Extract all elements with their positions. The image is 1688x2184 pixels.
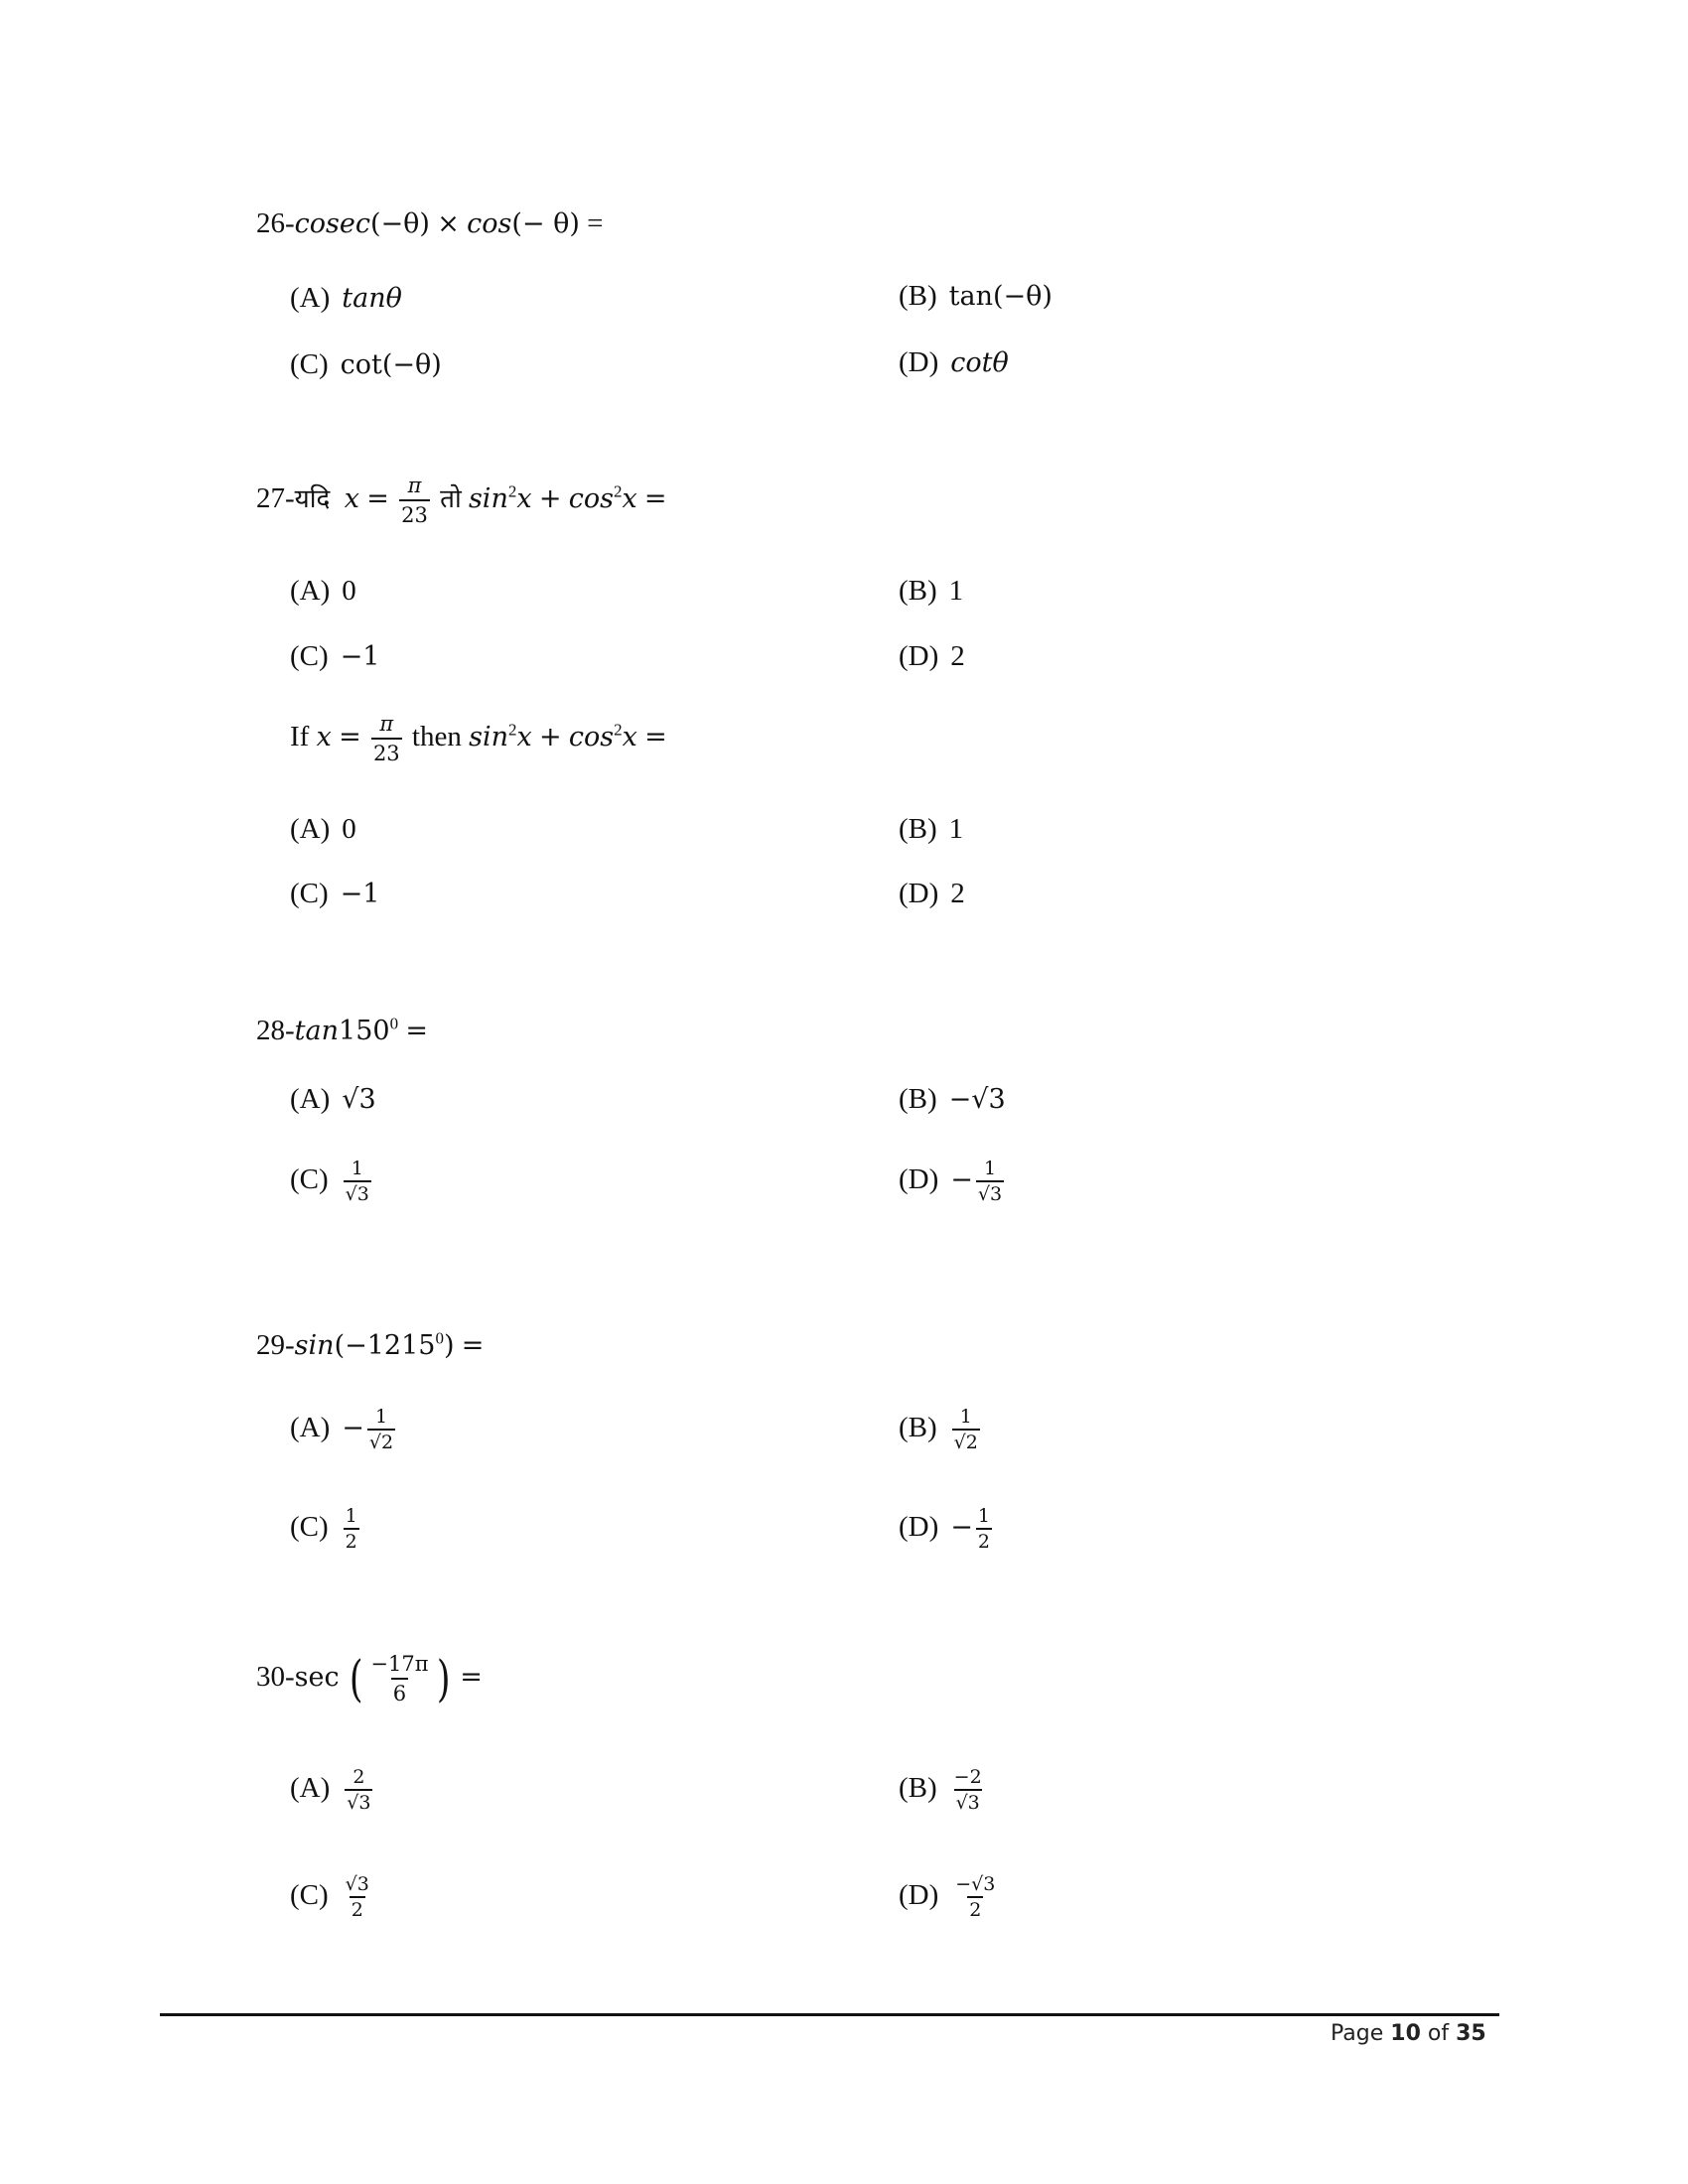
equals-symbol: = xyxy=(643,483,667,514)
equals-symbol: = xyxy=(339,722,361,752)
numerator: −17π xyxy=(370,1652,429,1677)
question-30-option-b[interactable] xyxy=(899,1758,987,1818)
option-text: 0 xyxy=(342,813,356,845)
fraction xyxy=(345,1766,372,1814)
hindi-if-word: यदि xyxy=(294,484,331,514)
then-word: then xyxy=(411,721,462,752)
option-label: (D) xyxy=(899,1879,939,1911)
question-27-option-a[interactable] xyxy=(290,574,356,608)
math-var: x xyxy=(622,722,637,752)
question-28-option-c[interactable] xyxy=(290,1150,374,1209)
question-28-stem xyxy=(256,1014,428,1048)
math-func: sin xyxy=(294,1330,335,1361)
question-26-option-c[interactable] xyxy=(290,347,442,382)
math-arg: (−1215 xyxy=(334,1330,436,1361)
numerator: 2 xyxy=(352,1766,365,1789)
question-number: 28- xyxy=(256,1015,295,1046)
option-label: (B) xyxy=(899,1412,937,1443)
option-label: (D) xyxy=(899,1163,939,1195)
equals-symbol: = xyxy=(461,1330,485,1361)
math-var: x xyxy=(516,722,532,752)
option-label: (B) xyxy=(899,280,937,312)
option-label: (C) xyxy=(290,348,329,380)
option-label: (D) xyxy=(899,640,939,672)
question-27-en-option-d[interactable] xyxy=(899,877,965,910)
option-label: (A) xyxy=(290,575,331,607)
fraction xyxy=(976,1158,1004,1205)
numerator: −√3 xyxy=(955,1873,996,1896)
math-func: cos xyxy=(568,483,614,514)
question-29-stem xyxy=(256,1328,484,1363)
fraction xyxy=(953,1873,997,1921)
question-number: 27- xyxy=(256,482,295,514)
option-text: 0 xyxy=(342,575,356,607)
option-label: (A) xyxy=(290,1772,331,1804)
option-label: (A) xyxy=(290,282,331,314)
numerator: −2 xyxy=(953,1766,982,1789)
option-label: (B) xyxy=(899,813,937,845)
option-text: tan(−θ) xyxy=(948,281,1053,312)
option-text: tanθ xyxy=(342,283,402,314)
of-word: of xyxy=(1427,2021,1450,2046)
denominator: √3 xyxy=(954,1789,982,1814)
math-var: x xyxy=(622,483,637,514)
question-27-en-option-c[interactable] xyxy=(290,877,379,911)
denominator: 2 xyxy=(976,1528,992,1553)
denominator: 6 xyxy=(391,1678,408,1706)
option-label: (D) xyxy=(899,878,939,909)
denominator: √2 xyxy=(367,1429,395,1453)
math-func: sin xyxy=(469,722,508,752)
option-text: cot(−θ) xyxy=(340,349,442,380)
denominator: 2 xyxy=(350,1896,365,1921)
math-func: cosec xyxy=(294,208,371,239)
question-26-stem xyxy=(256,206,603,241)
fraction xyxy=(344,1873,371,1921)
superscript: 2 xyxy=(508,720,517,740)
page-number xyxy=(1331,2021,1486,2046)
denominator: 23 xyxy=(371,738,402,766)
page-word: Page xyxy=(1331,2021,1384,2046)
left-paren: ( xyxy=(349,1650,363,1708)
math-var: x xyxy=(516,483,532,514)
question-28-option-b[interactable] xyxy=(899,1082,1006,1117)
question-30-option-d[interactable] xyxy=(899,1865,1000,1925)
minus-sign: − xyxy=(342,1413,364,1443)
question-29-option-d[interactable] xyxy=(899,1497,995,1558)
question-27-option-b[interactable] xyxy=(899,574,963,608)
option-label: (C) xyxy=(290,1511,329,1543)
hindi-then-word: तो xyxy=(440,484,462,514)
fraction xyxy=(952,1406,980,1453)
question-29-option-c[interactable] xyxy=(290,1497,362,1557)
option-text: −√3 xyxy=(948,1084,1006,1115)
math-func: cos xyxy=(467,208,512,239)
option-text: 1 xyxy=(948,575,964,607)
math-arg: (−θ) xyxy=(370,208,430,239)
question-number: 26- xyxy=(256,207,295,239)
footer-divider xyxy=(160,2013,1499,2016)
superscript: 2 xyxy=(507,481,517,501)
numerator: π xyxy=(407,474,422,498)
equals-symbol: = xyxy=(644,722,667,752)
option-text: cotθ xyxy=(950,347,1009,378)
denominator: √3 xyxy=(976,1180,1004,1205)
superscript: 0 xyxy=(435,1328,444,1348)
question-29-option-a[interactable] xyxy=(290,1398,398,1458)
numerator: 1 xyxy=(959,1406,972,1429)
option-label: (A) xyxy=(290,1083,331,1115)
if-word: If xyxy=(290,721,310,752)
option-label: (B) xyxy=(899,1772,937,1804)
question-27-stem-hindi xyxy=(256,471,667,528)
question-27-stem-english xyxy=(290,709,667,766)
equals-symbol: = xyxy=(366,483,389,514)
denominator: 23 xyxy=(399,499,430,528)
option-label: (D) xyxy=(899,346,939,378)
numerator: 1 xyxy=(983,1158,997,1180)
option-label: (C) xyxy=(290,1879,329,1911)
fraction xyxy=(976,1505,992,1553)
question-28-option-d[interactable] xyxy=(899,1150,1007,1210)
superscript: 2 xyxy=(614,720,623,740)
numerator: 1 xyxy=(374,1406,388,1429)
question-27-option-d[interactable] xyxy=(899,639,965,673)
option-text: −1 xyxy=(340,641,380,672)
math-var: x xyxy=(344,483,360,514)
option-label: (B) xyxy=(899,575,937,607)
numerator: 1 xyxy=(351,1158,363,1180)
option-label: (A) xyxy=(290,1412,331,1443)
math-func: sin xyxy=(468,483,508,514)
math-arg: 150 xyxy=(339,1016,390,1046)
numerator: 1 xyxy=(345,1505,357,1528)
math-arg: (− θ) xyxy=(511,208,580,239)
fraction xyxy=(367,1406,395,1453)
option-label: (C) xyxy=(290,1163,329,1195)
denominator: √3 xyxy=(345,1789,372,1814)
fraction xyxy=(371,711,402,766)
math-var: x xyxy=(316,722,332,752)
numerator: π xyxy=(379,712,394,737)
question-30-option-c[interactable] xyxy=(290,1865,374,1925)
fraction xyxy=(399,473,430,528)
question-number: 29- xyxy=(256,1329,295,1361)
question-26-option-a[interactable] xyxy=(290,281,402,316)
question-30-option-a[interactable] xyxy=(290,1758,375,1818)
denominator: √2 xyxy=(952,1429,980,1453)
question-29-option-b[interactable] xyxy=(899,1398,983,1457)
times-symbol: × xyxy=(437,208,460,239)
equals-symbol: = xyxy=(460,1662,483,1693)
question-30-stem xyxy=(256,1642,483,1712)
question-26-option-d[interactable] xyxy=(899,345,1009,380)
superscript: 0 xyxy=(389,1014,399,1033)
fraction xyxy=(344,1505,359,1553)
question-28-option-a[interactable] xyxy=(290,1082,376,1117)
equals-symbol: = xyxy=(587,207,604,239)
plus-symbol: + xyxy=(538,483,562,514)
option-label: (C) xyxy=(290,878,329,909)
option-label: (C) xyxy=(290,640,329,672)
right-paren: ) xyxy=(436,1650,451,1708)
minus-sign: − xyxy=(950,1164,973,1195)
question-27-en-option-b[interactable] xyxy=(899,812,963,846)
math-func: cos xyxy=(568,722,615,752)
question-27-en-option-a[interactable] xyxy=(290,812,356,846)
question-number: 30- xyxy=(256,1661,295,1693)
math-func: sec xyxy=(294,1662,340,1693)
current-page: 10 xyxy=(1390,2021,1421,2046)
denominator: √3 xyxy=(344,1180,371,1205)
option-text: 1 xyxy=(948,813,964,845)
equals-symbol: = xyxy=(405,1016,428,1046)
math-func: tan xyxy=(294,1016,340,1046)
math-paren: ) xyxy=(443,1330,455,1361)
fraction xyxy=(368,1651,430,1706)
superscript: 2 xyxy=(613,481,623,501)
option-text: 2 xyxy=(950,640,965,672)
numerator: √3 xyxy=(345,1873,369,1896)
option-label: (A) xyxy=(290,813,331,845)
plus-symbol: + xyxy=(538,722,562,752)
fraction xyxy=(952,1766,984,1814)
denominator: 2 xyxy=(344,1528,359,1553)
option-label: (D) xyxy=(899,1511,939,1543)
total-pages: 35 xyxy=(1456,2021,1486,2046)
option-text: −1 xyxy=(340,879,380,909)
numerator: 1 xyxy=(977,1505,990,1528)
option-text: √3 xyxy=(342,1084,376,1115)
minus-sign: − xyxy=(950,1512,973,1543)
fraction xyxy=(344,1158,371,1205)
question-26-option-b[interactable] xyxy=(899,279,1053,314)
option-label: (B) xyxy=(899,1083,937,1115)
question-27-option-c[interactable] xyxy=(290,639,379,674)
option-text: 2 xyxy=(950,878,965,909)
denominator: 2 xyxy=(967,1896,983,1921)
